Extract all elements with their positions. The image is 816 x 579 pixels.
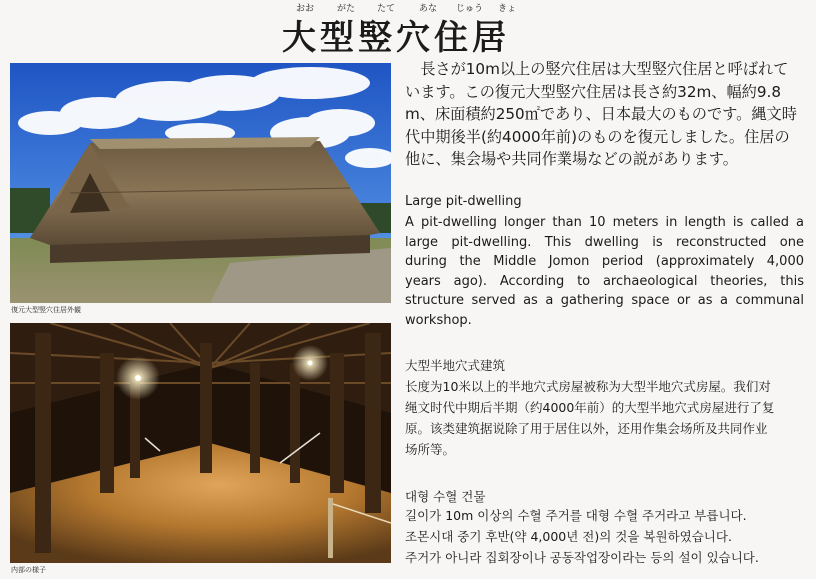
english-line: workshop. xyxy=(405,312,472,328)
japanese-line: 他に、集会場や共同作業場などの説があります。 xyxy=(405,150,738,169)
japanese-line: 長さが10m以上の竪穴住居は大型竪穴住居と呼ばれて xyxy=(405,60,789,78)
chinese-line: 绳文时代中期后半期（约4000年前）的大型半地穴式房屋进行了复 xyxy=(405,400,775,415)
ruby-3: たて xyxy=(377,4,396,14)
ruby-6: きょ xyxy=(498,4,517,14)
korean-line: 조몬시대 중기 후반(약 4,000년 전)의 것을 복원하였습니다. xyxy=(405,529,732,544)
ruby-2: がた xyxy=(337,4,356,14)
chinese-line: 场所等。 xyxy=(405,442,456,457)
japanese-description xyxy=(405,58,797,171)
korean-description xyxy=(405,505,759,568)
chinese-description xyxy=(405,376,774,460)
chinese-line: 原。该类建筑据说除了用于居住以外，还用作集会场所及共同作业 xyxy=(405,421,768,436)
english-line: A pit-dwelling longer than 10 meters in length is called a xyxy=(405,215,804,230)
interior-photo xyxy=(10,323,391,563)
exterior-photo-caption: 復元大型竪穴住居外観 xyxy=(11,306,81,314)
korean-line: 길이가 10m 이상의 수혈 주거를 대형 수혈 주거라고 부릅니다. xyxy=(405,508,747,523)
page-title: 大型竪穴住居 xyxy=(282,18,510,58)
english-heading: Large pit-dwelling xyxy=(405,194,522,209)
english-line: structure served as a gathering space or as a communal xyxy=(405,293,804,308)
title-area xyxy=(0,0,816,58)
english-line: years ago). According to archaeological theories, this xyxy=(405,273,804,289)
ruby-4: あな xyxy=(419,4,438,14)
english-description xyxy=(405,213,804,330)
chinese-heading: 大型半地穴式建筑 xyxy=(405,358,506,373)
japanese-line: m、床面積約250㎡であり、日本最大のものです。縄文時 xyxy=(405,105,797,124)
korean-heading: 대형 수혈 건물 xyxy=(405,489,486,504)
english-line: large pit-dwelling. This dwelling is reconstructed one xyxy=(405,234,804,250)
korean-line: 주거가 아니라 집회장이나 공동작업장이라는 등의 설이 있습니다. xyxy=(405,550,759,565)
ruby-5: じゅう xyxy=(456,4,484,14)
japanese-line: 代中期後半(約4000年前)のものを復元しました。住居の xyxy=(405,127,790,146)
japanese-line: います。この復元大型竪穴住居は長さ約32m、幅約9.8 xyxy=(405,82,781,101)
chinese-line: 长度为10米以上的半地穴式房屋被称为大型半地穴式房屋。我们对 xyxy=(405,379,771,394)
exterior-photo xyxy=(10,63,391,303)
english-line: during the Middle Jomon period (approximately 4,000 xyxy=(405,254,804,269)
ruby-1: おお xyxy=(296,4,315,14)
interior-photo-caption: 内部の様子 xyxy=(11,566,46,574)
